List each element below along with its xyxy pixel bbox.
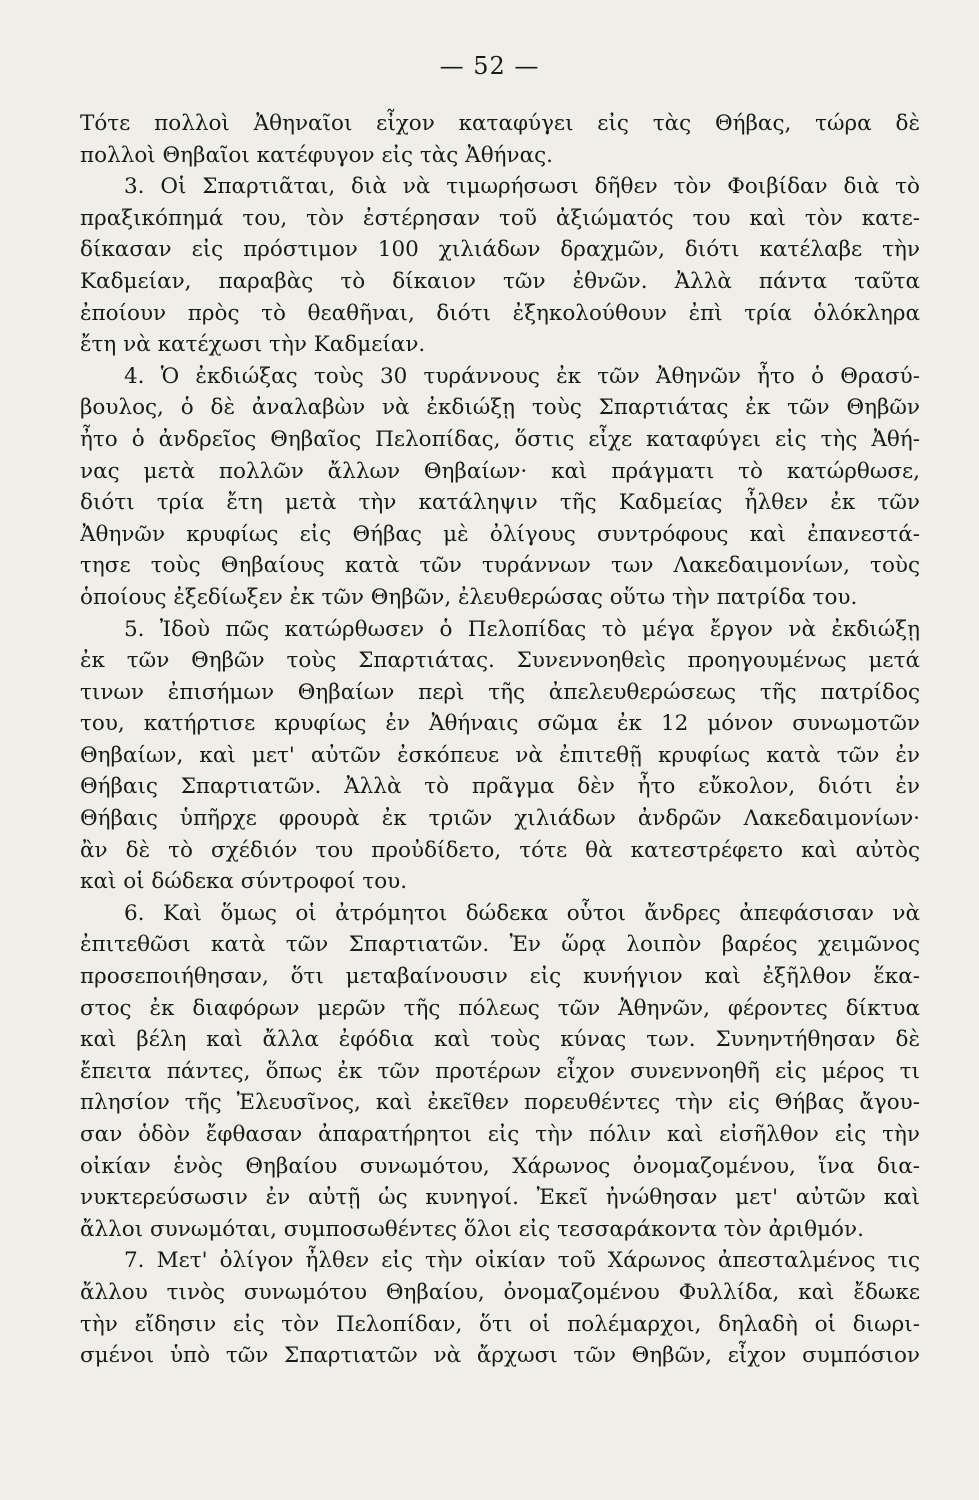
text-line: νας μετὰ πολλῶν ἄλλων Θηβαίων· καὶ πράγματι τὸ κατώρθωσε, [80,458,920,484]
text-line: τὴν εἴδησιν εἰς τὸν Πελοπίδαν, ὅτι οἱ πολέμαρχοι, δηλαδὴ οἱ διωρι- [80,1311,920,1337]
text-line: Καδμείαν, παραβὰς τὸ δίκαιον τῶν ἐθνῶν. Ἀλλὰ πάντα ταῦτα [80,268,920,294]
text-line: τινων ἐπισήμων Θηβαίων περὶ τῆς ἀπελευθερώσεως τῆς πατρίδος [80,679,920,705]
text-line: Θήβαις ὑπῆρχε φρουρὰ ἐκ τριῶν χιλιάδων ἀνδρῶν Λακεδαιμονίων· [80,806,920,832]
text-line: βουλος, ὁ δὲ ἀναλαβὼν νὰ ἐκδιώξῃ τοὺς Σπαρτιάτας ἐκ τῶν Θηβῶν [80,395,920,421]
text-line: ἄλλοι συνωμόται, συμποσωθέντες ὅλοι εἰς τεσσαράκοντα τὸν ἀριθμόν. [80,1216,864,1242]
text-line: ἐκ τῶν Θηβῶν τοὺς Σπαρτιάτας. Συνεννοηθεὶς προηγουμένως μετά [80,648,920,674]
text-line: καὶ οἱ δώδεκα σύντροφοί του. [80,869,408,895]
text-line: 4. Ὁ ἐκδιώξας τοὺς 30 τυράννους ἐκ τῶν Ἀθηνῶν ἦτο ὁ Θρασύ- [124,363,920,389]
text-line: διότι τρία ἔτη μετὰ τὴν κατάληψιν τῆς Καδμείας ἦλθεν ἐκ τῶν [80,490,920,516]
text-line: Ἀθηνῶν κρυφίως εἰς Θήβας μὲ ὀλίγους συντρόφους καὶ ἐπανεστά- [80,521,920,547]
text-line: Τότε πολλοὶ Ἀθηναῖοι εἶχον καταφύγει εἰς τὰς Θήβας, τώρα δὲ [80,111,920,136]
text-line: Θήβαις Σπαρτιατῶν. Ἀλλὰ τὸ πρᾶγμα δὲν ἦτο εὔκολον, διότι ἐν [80,774,920,800]
text-line: πολλοὶ Θηβαῖοι κατέφυγον εἰς τὰς Ἀθήνας. [80,142,553,168]
text-line: 7. Μετ' ὀλίγον ἦλθεν εἰς τὴν οἰκίαν τοῦ Χάρωνος ἀπεσταλμένος τις [124,1248,920,1274]
text-line: οἰκίαν ἑνὸς Θηβαίου συνωμότου, Χάρωνος ὀνομαζομένου, ἵνα δια- [80,1153,920,1179]
text-line: ἦτο ὁ ἀνδρεῖος Θηβαῖος Πελοπίδας, ὅστις εἶχε καταφύγει εἰς τὴς Ἀθή- [80,426,920,452]
text-line: ἔπειτα πάντες, ὅπως ἐκ τῶν προτέρων εἶχον συνεννοηθῆ εἰς μέρος τι [80,1058,920,1084]
text-line: ἄλλου τινὸς συνωμότου Θηβαίου, ὀνομαζομένου Φυλλίδα, καὶ ἔδωκε [80,1279,920,1305]
body-text [80,108,920,1372]
text-line: Θηβαίων, καὶ μετ' αὐτῶν ἐσκόπευε νὰ ἐπιτεθῇ κρυφίως κατὰ τῶν ἐν [80,742,920,768]
text-line: στος ἐκ διαφόρων μερῶν τῆς πόλεως τῶν Ἀθηνῶν, φέροντες δίκτυα [80,995,920,1021]
text-line: 6. Καὶ ὅμως οἱ ἀτρόμητοι δώδεκα οὗτοι ἄνδρες ἀπεφάσισαν νὰ [124,900,920,926]
page-number: — 52 — [439,52,540,80]
text-line: καὶ βέλη καὶ ἄλλα ἐφόδια καὶ τοὺς κύνας των. Συνηντήθησαν δὲ [80,1027,920,1053]
text-line: τησε τοὺς Θηβαίους κατὰ τῶν τυράννων των Λακεδαιμονίων, τοὺς [80,553,920,579]
text-line: του, κατήρτισε κρυφίως ἐν Ἀθήναις σῶμα ἐκ 12 μόνον συνωμοτῶν [80,711,920,737]
text-line: προσεποιήθησαν, ὅτι μεταβαίνουσιν εἰς κυνήγιον καὶ ἐξῆλθον ἕκα- [80,964,920,990]
text-line: ἐπιτεθῶσι κατὰ τῶν Σπαρτιατῶν. Ἐν ὥρᾳ λοιπὸν βαρέος χειμῶνος [80,932,920,958]
text-line: δίκασαν εἰς πρόστιμον 100 χιλιάδων δραχμῶν, διότι κατέλαβε τὴν [80,237,920,263]
text-line: σαν ὁδὸν ἔφθασαν ἀπαρατήρητοι εἰς τὴν πόλιν καὶ εἰσῆλθον εἰς τὴν [80,1122,920,1147]
text-line: ἔτη νὰ κατέχωσι τὴν Καδμείαν. [80,332,426,358]
text-line: ὁποίους ἐξεδίωξεν ἐκ τῶν Θηβῶν, ἐλευθερώσας οὕτω τὴν πατρίδα του. [80,584,858,610]
text-line: σμένοι ὑπὸ τῶν Σπαρτιατῶν νὰ ἄρχωσι τῶν Θηβῶν, εἶχον συμπόσιον [80,1343,920,1369]
text-line: ἐποίουν πρὸς τὸ θεαθῆναι, διότι ἐξηκολούθουν ἐπὶ τρία ὁλόκληρα [80,300,920,326]
text-line: νυκτερεύσωσιν ἐν αὐτῇ ὡς κυνηγοί. Ἐκεῖ ἠνώθησαν μετ' αὐτῶν καὶ [80,1185,920,1211]
text-line: 3. Οἱ Σπαρτιᾶται, διὰ νὰ τιμωρήσωσι δῆθεν τὸν Φοιβίδαν διὰ τὸ [124,174,920,200]
text-line: 5. Ἰδοὺ πῶς κατώρθωσεν ὁ Πελοπίδας τὸ μέγα ἔργον νὰ ἐκδιώξῃ [124,616,920,642]
text-line: πλησίον τῆς Ἐλευσῖνος, καὶ ἐκεῖθεν πορευθέντες τὴν εἰς Θήβας ἄγου- [80,1090,920,1116]
text-line: πραξικόπημά του, τὸν ἐστέρησαν τοῦ ἀξιώματός του καὶ τὸν κατε- [80,205,920,231]
text-line: ἂν δὲ τὸ σχέδιόν του προὐδίδετο, τότε θὰ κατεστρέφετο καὶ αὐτὸς [80,837,920,863]
